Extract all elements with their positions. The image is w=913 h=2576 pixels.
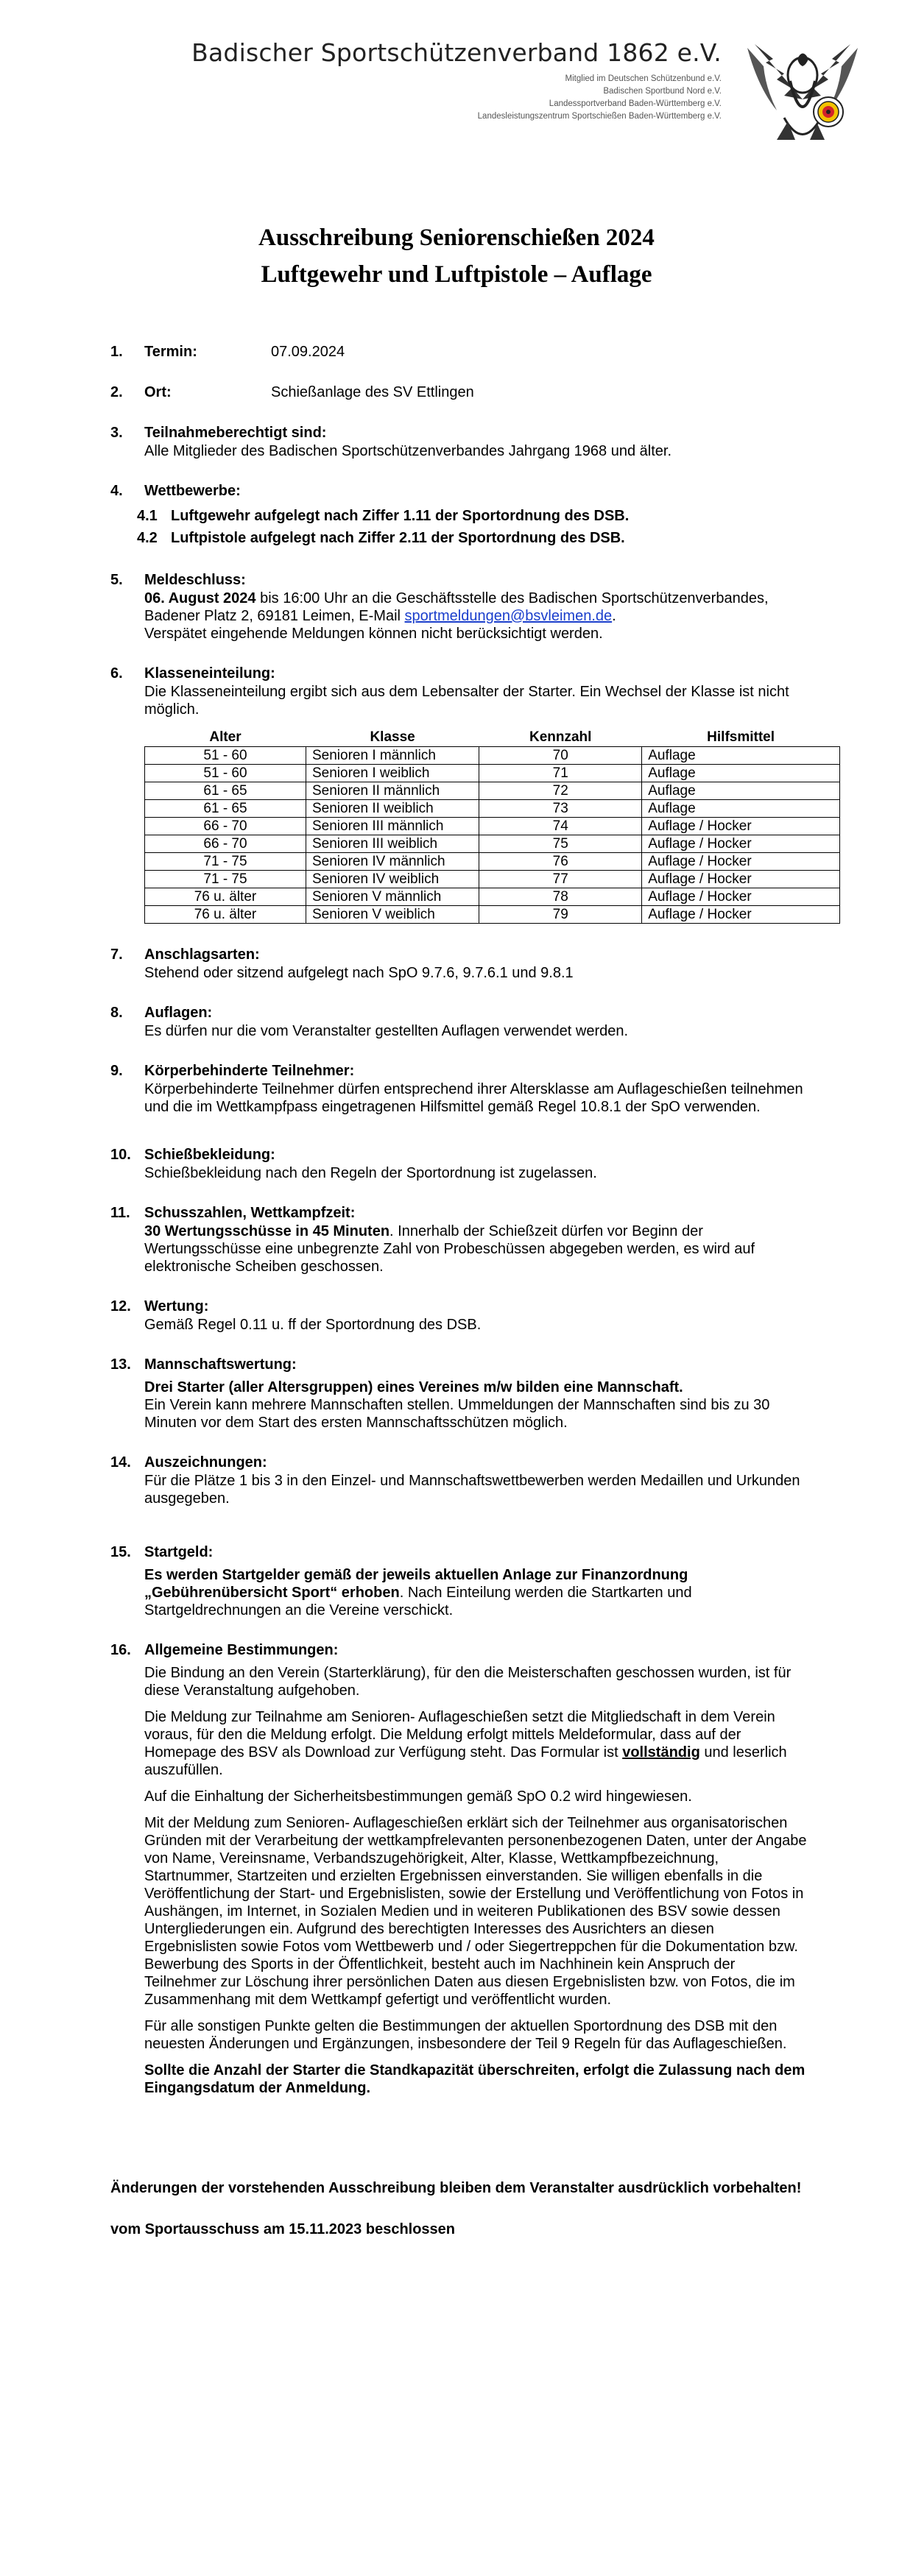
table-cell: Senioren V weiblich: [306, 906, 479, 924]
section-title: Klasseneinteilung:: [144, 665, 275, 682]
section-title: Mannschaftswertung:: [144, 1356, 297, 1373]
table-row: [145, 747, 840, 765]
table-cell: 79: [479, 906, 642, 924]
section-anschlagsarten: [110, 945, 810, 982]
section-number: 13.: [110, 1356, 131, 1373]
termin-value: 07.09.2024: [271, 344, 345, 360]
table-cell: 75: [479, 835, 642, 853]
table-row: [145, 906, 840, 924]
section-number: 7.: [110, 946, 123, 963]
underlined-text: vollständig: [622, 1744, 700, 1761]
section-number: 6.: [110, 665, 123, 682]
table-cell: 66 - 70: [145, 835, 306, 853]
table-row: [145, 835, 840, 853]
section-text: Gemäß Regel 0.11 u. ff der Sportordnung des DSB.: [144, 1317, 482, 1333]
table-header: Alter: [209, 729, 242, 745]
section-text: . Nach Einteilung werden die Startkarten und Startgeldrechnungen an die Vereine verschickt.: [144, 1585, 692, 1618]
section-number: 9.: [110, 1063, 123, 1079]
table-cell: Senioren II männlich: [306, 782, 479, 800]
table-cell: 77: [479, 871, 642, 888]
table-cell: 78: [479, 888, 642, 906]
table-cell: 72: [479, 782, 642, 800]
table-cell: Senioren V männlich: [306, 888, 479, 906]
table-header: Kennzahl: [529, 729, 592, 745]
section-schusszahlen: [110, 1203, 810, 1275]
section-text: Körperbehinderte Teilnehmer dürfen entsprechend ihrer Altersklasse am Auflageschießen teilnehmen und die im Wettkampfpass eingetragenen Hilfsmittel gemäß Regel 10.8.1 der SpO verwenden.: [144, 1081, 803, 1115]
meldeschluss-date: 06. August 2024: [144, 590, 256, 606]
email-link[interactable]: sportmeldungen@bsvleimen.de: [404, 608, 613, 624]
section-number: 16.: [110, 1642, 131, 1658]
section-title: Meldeschluss:: [144, 572, 246, 588]
title-line-2: Luftgewehr und Luftpistole – Auflage: [261, 261, 652, 288]
section-text: Für alle sonstigen Punkte gelten die Bestimmungen der aktuellen Sportordnung des DSB mit den neuesten Änderungen und Ergänzungen, insbesondere der Teil 9 Regeln für das Auflageschießen.: [144, 2018, 787, 2052]
section-ort: [110, 383, 810, 402]
letterhead: [191, 38, 722, 123]
table-cell: Auflage: [642, 747, 840, 765]
letterhead-line: Mitglied im Deutschen Schützenbund e.V.: [565, 74, 722, 83]
eagle-crest-icon: [733, 29, 873, 155]
table-row: [145, 853, 840, 871]
table-cell: 71 - 75: [145, 871, 306, 888]
section-number: 14.: [110, 1454, 131, 1471]
section-number: 12.: [110, 1298, 131, 1314]
letterhead-title: Badischer Sportschützenverband 1862 e.V.: [191, 38, 722, 67]
table-cell: Auflage: [642, 765, 840, 782]
section-text: Es dürfen nur die vom Veranstalter gestellten Auflagen verwendet werden.: [144, 1023, 629, 1039]
section-title: Schießbekleidung:: [144, 1147, 275, 1163]
section-text: Alle Mitglieder des Badischen Sportschützenverbandes Jahrgang 1968 und älter.: [144, 443, 672, 459]
table-cell: Auflage: [642, 800, 840, 818]
table-row: [145, 782, 840, 800]
section-text: bis 16:00 Uhr an die Geschäftsstelle des Badischen Sportschützenverbandes,: [255, 590, 769, 606]
section-teilnahme: [110, 423, 810, 460]
table-row: [145, 818, 840, 835]
section-title: Auszeichnungen:: [144, 1454, 267, 1471]
document-body: [110, 342, 810, 2118]
section-number: 2.: [110, 384, 123, 400]
table-cell: 76 u. älter: [145, 906, 306, 924]
letterhead-line: Landesleistungszentrum Sportschießen Baden-Württemberg e.V.: [477, 112, 722, 121]
table-cell: Senioren II weiblich: [306, 800, 479, 818]
document-title: [0, 219, 913, 293]
section-text: Stehend oder sitzend aufgelegt nach SpO 9.7.6, 9.7.6.1 und 9.8.1: [144, 965, 574, 981]
table-cell: Auflage / Hocker: [642, 853, 840, 871]
class-table-body: [145, 747, 840, 924]
table-cell: 51 - 60: [145, 765, 306, 782]
item-text: Luftgewehr aufgelegt nach Ziffer 1.11 der Sportordnung des DSB.: [171, 508, 630, 524]
section-meldeschluss: [110, 570, 810, 643]
section-label: Termin:: [144, 344, 197, 360]
section-title: Wettbewerbe:: [144, 483, 241, 499]
section-startgeld: [110, 1543, 810, 1619]
table-cell: 74: [479, 818, 642, 835]
table-cell: Senioren III weiblich: [306, 835, 479, 853]
section-number: 3.: [110, 425, 123, 441]
section-title: Körperbehinderte Teilnehmer:: [144, 1063, 355, 1079]
section-text: Verspätet eingehende Meldungen können nicht berücksichtigt werden.: [144, 626, 603, 642]
schusszahl-bold: 30 Wertungsschüsse in 45 Minuten: [144, 1223, 390, 1239]
section-termin: [110, 342, 810, 361]
letterhead-line: Landessportverband Baden-Württemberg e.V.: [549, 99, 722, 108]
table-row: [145, 765, 840, 782]
section-number: 11.: [110, 1205, 130, 1221]
table-cell: Auflage / Hocker: [642, 888, 840, 906]
section-schiessbekleidung: [110, 1145, 810, 1182]
table-row: [145, 871, 840, 888]
section-number: 4.: [110, 483, 123, 499]
section-koerperbehinderte: [110, 1061, 810, 1116]
table-cell: 61 - 65: [145, 782, 306, 800]
class-table: [144, 729, 840, 924]
closing-notes: [110, 2179, 817, 2261]
section-number: 10.: [110, 1147, 131, 1163]
table-cell: Auflage: [642, 782, 840, 800]
section-wettbewerbe: [110, 481, 810, 549]
section-text: Die Bindung an den Verein (Starterklärung), für den die Meisterschaften geschossen wurden, ist für diese Veranstaltung aufgehoben.: [144, 1665, 792, 1699]
section-text: Für die Plätze 1 bis 3 in den Einzel- und Mannschaftswettbewerben werden Medaillen und Urkunden ausgegeben.: [144, 1473, 800, 1507]
section-wertung: [110, 1297, 810, 1334]
section-title: Anschlagsarten:: [144, 946, 260, 963]
item-number: 4.1: [137, 508, 158, 524]
letterhead-line: Badischen Sportbund Nord e.V.: [603, 87, 722, 96]
section-number: 15.: [110, 1544, 131, 1560]
table-cell: 71: [479, 765, 642, 782]
section-title: Allgemeine Bestimmungen:: [144, 1642, 339, 1658]
section-text: .: [612, 608, 616, 624]
table-cell: Auflage / Hocker: [642, 835, 840, 853]
section-text: und leserlich auszufüllen.: [144, 1744, 787, 1778]
table-row: [145, 800, 840, 818]
section-title: Teilnahmeberechtigt sind:: [144, 425, 327, 441]
section-label: Ort:: [144, 384, 172, 400]
ort-value: Schießanlage des SV Ettlingen: [271, 384, 474, 400]
section-title: Schusszahlen, Wettkampfzeit:: [144, 1205, 356, 1221]
table-cell: Auflage / Hocker: [642, 871, 840, 888]
section-mannschaftswertung: [110, 1355, 810, 1432]
table-cell: Senioren I männlich: [306, 747, 479, 765]
section-text: Badener Platz 2, 69181 Leimen, E-Mail: [144, 608, 405, 624]
table-cell: 73: [479, 800, 642, 818]
section-text: . Innerhalb der Schießzeit dürfen vor Beginn der Wertungsschüsse eine unbegrenzte Zahl von Probeschüssen abgegeben werden, es wird auf elektronische Scheiben geschossen.: [144, 1223, 755, 1275]
approval-note: vom Sportausschuss am 15.11.2023 beschlossen: [110, 2221, 456, 2237]
table-cell: Auflage / Hocker: [642, 906, 840, 924]
table-cell: 76 u. älter: [145, 888, 306, 906]
table-cell: Auflage / Hocker: [642, 818, 840, 835]
section-auszeichnungen: [110, 1453, 810, 1507]
table-cell: Senioren III männlich: [306, 818, 479, 835]
section-text: Auf die Einhaltung der Sicherheitsbestimmungen gemäß SpO 0.2 wird hingewiesen.: [144, 1788, 692, 1805]
section-text: Ein Verein kann mehrere Mannschaften stellen. Ummeldungen der Mannschaften sind bis zu 30 Minuten vor dem Start des ersten Mannschaftsschützen möglich.: [144, 1397, 770, 1431]
section-klasseneinteilung: [110, 664, 810, 924]
startgeld-bold: Es werden Startgelder gemäß der jeweils aktuellen Anlage zur Finanzordnung „Gebührenübersicht Sport“ erhoben: [144, 1567, 688, 1601]
item-text: Luftpistole aufgelegt nach Ziffer 2.11 der Sportordnung des DSB.: [171, 530, 625, 546]
table-row: [145, 888, 840, 906]
table-cell: Senioren IV männlich: [306, 853, 479, 871]
section-auflagen: [110, 1003, 810, 1040]
table-cell: 61 - 65: [145, 800, 306, 818]
table-cell: Senioren IV weiblich: [306, 871, 479, 888]
table-cell: 71 - 75: [145, 853, 306, 871]
table-cell: 51 - 60: [145, 747, 306, 765]
title-line-1: Ausschreibung Seniorenschießen 2024: [258, 224, 655, 251]
section-text: Die Meldung zur Teilnahme am Senioren- Auflageschießen setzt die Mitgliedschaft in dem Verein voraus, für den die Meldung erfolgt. Die Meldung erfolgt mittels Meldeformular, dass auf der Homepage des BSV als Download zur Verfügung steht. Das Formular ist: [144, 1709, 775, 1761]
table-header: Hilfsmittel: [707, 729, 775, 745]
section-allgemeine-bestimmungen: [110, 1641, 810, 2097]
section-title: Startgeld:: [144, 1544, 214, 1560]
table-header: Klasse: [370, 729, 415, 745]
table-cell: 70: [479, 747, 642, 765]
table-cell: 76: [479, 853, 642, 871]
table-cell: Senioren I weiblich: [306, 765, 479, 782]
section-title: Wertung:: [144, 1298, 209, 1314]
section-text: Die Klasseneinteilung ergibt sich aus dem Lebensalter der Starter. Ein Wechsel der Klasse ist nicht möglich.: [144, 684, 789, 718]
section-number: 1.: [110, 344, 123, 360]
item-number: 4.2: [137, 530, 158, 546]
closing-remark: Änderungen der vorstehenden Ausschreibung bleiben dem Veranstalter ausdrücklich vorbehalten!: [110, 2180, 802, 2196]
section-number: 8.: [110, 1005, 123, 1021]
zulassung-bold: Sollte die Anzahl der Starter die Standkapazität überschreiten, erfolgt die Zulassung nach dem Eingangsdatum der Anmeldung.: [144, 2062, 806, 2096]
section-title: Auflagen:: [144, 1005, 213, 1021]
section-text: Schießbekleidung nach den Regeln der Sportordnung ist zugelassen.: [144, 1165, 597, 1181]
table-cell: 66 - 70: [145, 818, 306, 835]
mannschaft-bold: Drei Starter (aller Altersgruppen) eines Vereines m/w bilden eine Mannschaft.: [144, 1379, 683, 1395]
section-text: Mit der Meldung zum Senioren- Auflageschießen erklärt sich der Teilnehmer aus organisatorischen Gründen mit der Verarbeitung der wettkampfrelevanten personenbezogenen Daten, unter der Angabe von Name, Vereinsname, Verbandszugehörigkeit, Alter, Klasse, Wettkampfbezeichnung, Startnummer, Startzeiten und erzielten Ergebnissen einverstanden. Sie willigen ebenfalls in die Veröffentlichung der Start- und Ergebnislisten, sowie der Erstellung und Veröffentlichung von Fotos in Aushängen, im Internet, in Sozialen Medien und in weiteren Publikationen des BSV sowie dessen Untergliederungen ein. Aufgrund des berechtigten Interesses des Ausrichters an diesen Ergebnislisten sowie Fotos vom Wettbewerb und / oder Siegertreppchen für die Dokumentation bzw. Bewerbung des Sports in der Öffentlichkeit, besteht auch im Nachhinein kein Anspruch der Teilnehmer zur Löschung ihrer persönlichen Daten aus diesen Ergebnislisten bzw. von Fotos, die im Zusammenhang mit dem Wettkampf gefertigt und veröffentlicht wurden.: [144, 1815, 807, 2008]
section-number: 5.: [110, 572, 123, 588]
